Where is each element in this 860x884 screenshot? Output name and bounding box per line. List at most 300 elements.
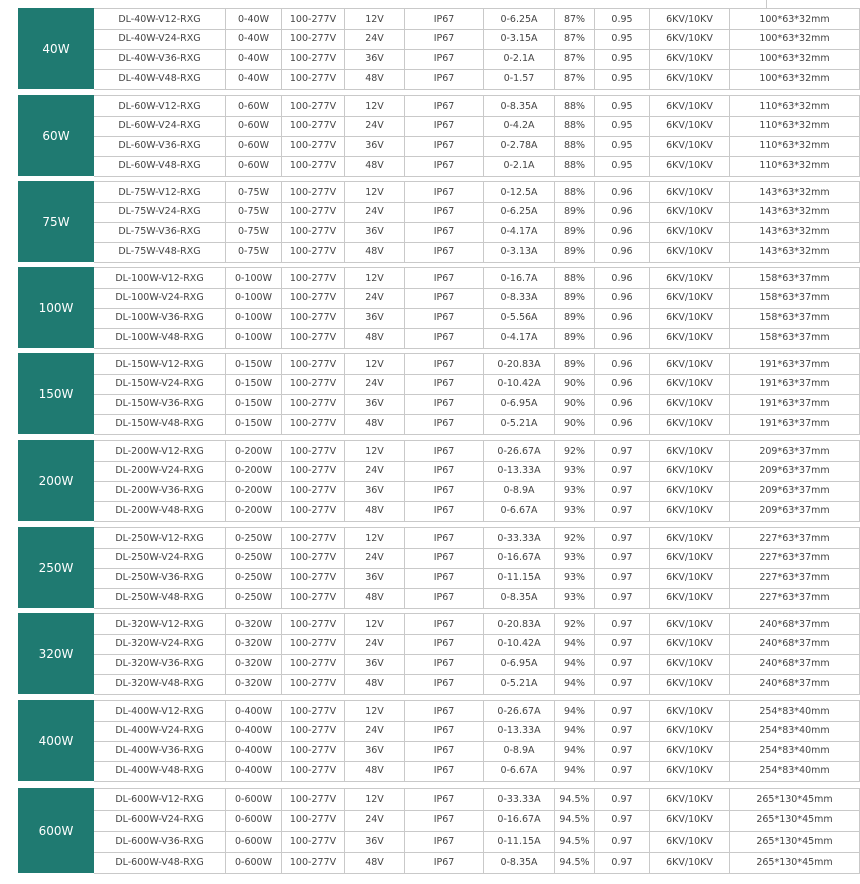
cell-dimensions: 209*63*37mm (729, 481, 860, 501)
cell-dimensions: 158*63*37mm (729, 287, 860, 307)
cell-efficiency: 94% (554, 654, 594, 674)
cell-surge-protection: 6KV/10KV (649, 328, 729, 348)
cell-efficiency: 88% (554, 156, 594, 176)
cell-model: DL-75W-V36-RXG (118, 226, 201, 238)
cell-output-current: 0-3.13A (483, 242, 554, 262)
group-label: 75W (18, 181, 94, 262)
cell-surge-protection: 6KV/10KV (649, 9, 729, 29)
cell-output-power: 0-150W (225, 394, 281, 414)
cell-input-voltage: 100-277V (281, 674, 344, 694)
cell-efficiency: 94.5% (554, 831, 594, 852)
cell-ip-rating: IP67 (404, 242, 483, 262)
cell-ip-rating: IP67 (404, 789, 483, 810)
cell-surge-protection: 6KV/10KV (649, 354, 729, 374)
cell-surge-protection: 6KV/10KV (649, 308, 729, 328)
cell-model: DL-100W-V36-RXG (115, 312, 204, 324)
cell-output-power: 0-200W (225, 501, 281, 521)
cell-efficiency: 88% (554, 268, 594, 288)
group-rows (94, 440, 860, 521)
cell-efficiency: 87% (554, 28, 594, 48)
cell-output-voltage: 12V (344, 528, 404, 548)
table-row (94, 588, 860, 609)
cell-output-voltage: 24V (344, 460, 404, 480)
cell-output-voltage: 36V (344, 568, 404, 588)
cell-output-voltage: 12V (344, 614, 404, 634)
cell-model: DL-200W-V36-RXG (115, 485, 204, 497)
cell-efficiency: 94% (554, 741, 594, 761)
cell-surge-protection: 6KV/10KV (649, 720, 729, 740)
cell-output-current: 0-4.17A (483, 328, 554, 348)
cell-surge-protection: 6KV/10KV (649, 501, 729, 521)
table-row (94, 501, 860, 522)
cell-output-current: 0-10.42A (483, 373, 554, 393)
cell-output-current: 0-5.56A (483, 308, 554, 328)
table-row (94, 674, 860, 695)
cell-dimensions: 227*63*37mm (729, 547, 860, 567)
cell-efficiency: 94.5% (554, 852, 594, 873)
cell-output-voltage: 24V (344, 809, 404, 830)
cell-output-current: 0-8.33A (483, 287, 554, 307)
cell-output-current: 0-26.67A (483, 441, 554, 461)
cell-output-power: 0-75W (225, 201, 281, 221)
cell-efficiency: 89% (554, 201, 594, 221)
table-row (94, 654, 860, 675)
cell-output-voltage: 36V (344, 394, 404, 414)
group-rows (94, 613, 860, 694)
table-row (94, 440, 860, 462)
cell-power-factor: 0.96 (594, 414, 649, 434)
cell-model: DL-400W-V12-RXG (115, 705, 204, 717)
cell-output-current: 0-20.83A (483, 614, 554, 634)
cell-dimensions: 158*63*37mm (729, 308, 860, 328)
table-row (94, 761, 860, 782)
cell-output-power: 0-100W (225, 287, 281, 307)
cell-output-power: 0-40W (225, 49, 281, 69)
cell-dimensions: 254*83*40mm (729, 761, 860, 781)
cell-output-voltage: 36V (344, 481, 404, 501)
cell-output-voltage: 12V (344, 96, 404, 116)
cell-surge-protection: 6KV/10KV (649, 441, 729, 461)
cell-output-power: 0-400W (225, 720, 281, 740)
cell-power-factor: 0.95 (594, 69, 649, 89)
cell-input-voltage: 100-277V (281, 414, 344, 434)
cell-ip-rating: IP67 (404, 268, 483, 288)
cell-input-voltage: 100-277V (281, 501, 344, 521)
group-40w (0, 8, 860, 89)
cell-output-power: 0-600W (225, 789, 281, 810)
cell-surge-protection: 6KV/10KV (649, 741, 729, 761)
cell-ip-rating: IP67 (404, 69, 483, 89)
cell-output-current: 0-33.33A (483, 789, 554, 810)
cell-surge-protection: 6KV/10KV (649, 115, 729, 135)
group-rows (94, 527, 860, 608)
cell-model: DL-250W-V36-RXG (115, 572, 204, 584)
cell-output-power: 0-600W (225, 831, 281, 852)
cell-output-power: 0-75W (225, 182, 281, 202)
cell-input-voltage: 100-277V (281, 831, 344, 852)
cell-output-current: 0-33.33A (483, 528, 554, 548)
cell-dimensions: 110*63*32mm (729, 96, 860, 116)
cell-model: DL-40W-V24-RXG (118, 32, 201, 44)
table-row (94, 49, 860, 70)
cell-model: DL-250W-V24-RXG (115, 551, 204, 563)
cell-ip-rating: IP67 (404, 9, 483, 29)
cell-input-voltage: 100-277V (281, 588, 344, 608)
cell-dimensions: 265*130*45mm (729, 831, 860, 852)
group-320w (0, 613, 860, 694)
cell-ip-rating: IP67 (404, 394, 483, 414)
cell-model: DL-600W-V48-RXG (115, 856, 204, 868)
cell-efficiency: 94% (554, 761, 594, 781)
cell-dimensions: 100*63*32mm (729, 9, 860, 29)
cell-power-factor: 0.96 (594, 201, 649, 221)
cell-output-current: 0-8.35A (483, 588, 554, 608)
cell-output-voltage: 24V (344, 720, 404, 740)
cell-surge-protection: 6KV/10KV (649, 222, 729, 242)
cell-efficiency: 94% (554, 720, 594, 740)
cell-power-factor: 0.97 (594, 761, 649, 781)
cell-power-factor: 0.97 (594, 547, 649, 567)
group-200w (0, 440, 860, 521)
cell-output-current: 0-2.1A (483, 156, 554, 176)
cell-input-voltage: 100-277V (281, 287, 344, 307)
cell-power-factor: 0.97 (594, 654, 649, 674)
cell-dimensions: 100*63*32mm (729, 69, 860, 89)
table-row (94, 460, 860, 481)
group-400w (0, 700, 860, 781)
cell-output-voltage: 36V (344, 741, 404, 761)
cell-output-power: 0-400W (225, 701, 281, 721)
cell-output-power: 0-150W (225, 414, 281, 434)
cell-output-voltage: 24V (344, 28, 404, 48)
table-top-edge (18, 0, 767, 8)
cell-model: DL-100W-V24-RXG (115, 291, 204, 303)
cell-input-voltage: 100-277V (281, 308, 344, 328)
cell-dimensions: 240*68*37mm (729, 654, 860, 674)
cell-output-current: 0-13.33A (483, 720, 554, 740)
cell-ip-rating: IP67 (404, 481, 483, 501)
cell-dimensions: 191*63*37mm (729, 373, 860, 393)
cell-output-current: 0-1.57 (483, 69, 554, 89)
cell-dimensions: 227*63*37mm (729, 568, 860, 588)
group-rows (94, 353, 860, 434)
table-row (94, 547, 860, 568)
cell-power-factor: 0.96 (594, 308, 649, 328)
cell-efficiency: 92% (554, 441, 594, 461)
table-row (94, 481, 860, 502)
cell-power-factor: 0.96 (594, 287, 649, 307)
table-row (94, 308, 860, 329)
cell-output-current: 0-5.21A (483, 674, 554, 694)
group-100w (0, 267, 860, 348)
cell-input-voltage: 100-277V (281, 28, 344, 48)
cell-surge-protection: 6KV/10KV (649, 761, 729, 781)
cell-model: DL-320W-V24-RXG (115, 637, 204, 649)
cell-output-voltage: 48V (344, 328, 404, 348)
cell-power-factor: 0.97 (594, 441, 649, 461)
group-label: 400W (18, 700, 94, 781)
cell-power-factor: 0.97 (594, 501, 649, 521)
cell-output-current: 0-4.2A (483, 115, 554, 135)
cell-output-voltage: 36V (344, 831, 404, 852)
table-row (94, 852, 860, 874)
table-row (94, 156, 860, 177)
cell-input-voltage: 100-277V (281, 182, 344, 202)
cell-output-power: 0-320W (225, 633, 281, 653)
cell-efficiency: 94.5% (554, 809, 594, 830)
cell-ip-rating: IP67 (404, 741, 483, 761)
group-label: 600W (18, 788, 94, 873)
cell-power-factor: 0.97 (594, 831, 649, 852)
cell-surge-protection: 6KV/10KV (649, 268, 729, 288)
cell-model: DL-400W-V48-RXG (115, 765, 204, 777)
cell-ip-rating: IP67 (404, 654, 483, 674)
cell-output-voltage: 36V (344, 308, 404, 328)
cell-ip-rating: IP67 (404, 373, 483, 393)
cell-efficiency: 88% (554, 136, 594, 156)
cell-output-current: 0-3.15A (483, 28, 554, 48)
cell-efficiency: 93% (554, 481, 594, 501)
cell-ip-rating: IP67 (404, 852, 483, 873)
table-row (94, 242, 860, 263)
cell-output-power: 0-150W (225, 354, 281, 374)
cell-output-power: 0-400W (225, 761, 281, 781)
cell-dimensions: 240*68*37mm (729, 614, 860, 634)
cell-output-current: 0-6.95A (483, 394, 554, 414)
cell-input-voltage: 100-277V (281, 852, 344, 873)
group-rows (94, 788, 860, 873)
group-75w (0, 181, 860, 262)
cell-model: DL-600W-V36-RXG (115, 835, 204, 847)
cell-input-voltage: 100-277V (281, 394, 344, 414)
cell-power-factor: 0.97 (594, 809, 649, 830)
cell-output-current: 0-16.67A (483, 809, 554, 830)
cell-surge-protection: 6KV/10KV (649, 654, 729, 674)
cell-output-voltage: 12V (344, 182, 404, 202)
cell-output-current: 0-13.33A (483, 460, 554, 480)
cell-output-power: 0-320W (225, 654, 281, 674)
cell-output-voltage: 12V (344, 9, 404, 29)
table-row (94, 95, 860, 117)
cell-input-voltage: 100-277V (281, 701, 344, 721)
cell-output-voltage: 24V (344, 287, 404, 307)
cell-surge-protection: 6KV/10KV (649, 136, 729, 156)
cell-output-power: 0-200W (225, 460, 281, 480)
cell-surge-protection: 6KV/10KV (649, 481, 729, 501)
cell-dimensions: 100*63*32mm (729, 49, 860, 69)
cell-input-voltage: 100-277V (281, 96, 344, 116)
cell-output-power: 0-250W (225, 588, 281, 608)
cell-input-voltage: 100-277V (281, 156, 344, 176)
cell-output-voltage: 48V (344, 674, 404, 694)
cell-input-voltage: 100-277V (281, 481, 344, 501)
cell-input-voltage: 100-277V (281, 136, 344, 156)
cell-output-voltage: 12V (344, 441, 404, 461)
cell-model: DL-320W-V48-RXG (115, 678, 204, 690)
cell-surge-protection: 6KV/10KV (649, 809, 729, 830)
cell-power-factor: 0.95 (594, 9, 649, 29)
cell-dimensions: 254*83*40mm (729, 741, 860, 761)
table-row (94, 788, 860, 811)
cell-surge-protection: 6KV/10KV (649, 394, 729, 414)
cell-input-voltage: 100-277V (281, 741, 344, 761)
cell-dimensions: 265*130*45mm (729, 809, 860, 830)
cell-output-voltage: 36V (344, 136, 404, 156)
group-rows (94, 95, 860, 176)
cell-output-voltage: 48V (344, 501, 404, 521)
cell-ip-rating: IP67 (404, 831, 483, 852)
cell-surge-protection: 6KV/10KV (649, 460, 729, 480)
cell-model: DL-200W-V12-RXG (115, 445, 204, 457)
cell-surge-protection: 6KV/10KV (649, 588, 729, 608)
cell-dimensions: 143*63*32mm (729, 242, 860, 262)
cell-model: DL-60W-V24-RXG (118, 119, 201, 131)
cell-output-power: 0-250W (225, 547, 281, 567)
cell-efficiency: 94% (554, 633, 594, 653)
cell-power-factor: 0.97 (594, 789, 649, 810)
cell-efficiency: 94.5% (554, 789, 594, 810)
cell-surge-protection: 6KV/10KV (649, 96, 729, 116)
cell-input-voltage: 100-277V (281, 328, 344, 348)
cell-output-current: 0-16.67A (483, 547, 554, 567)
cell-ip-rating: IP67 (404, 528, 483, 548)
cell-model: DL-400W-V36-RXG (115, 745, 204, 757)
cell-efficiency: 93% (554, 568, 594, 588)
cell-surge-protection: 6KV/10KV (649, 789, 729, 810)
cell-surge-protection: 6KV/10KV (649, 568, 729, 588)
cell-model: DL-600W-V12-RXG (115, 794, 204, 806)
cell-output-voltage: 36V (344, 654, 404, 674)
cell-ip-rating: IP67 (404, 201, 483, 221)
cell-output-current: 0-2.78A (483, 136, 554, 156)
table-row (94, 700, 860, 722)
cell-power-factor: 0.95 (594, 115, 649, 135)
cell-output-power: 0-250W (225, 528, 281, 548)
cell-surge-protection: 6KV/10KV (649, 547, 729, 567)
cell-surge-protection: 6KV/10KV (649, 633, 729, 653)
cell-power-factor: 0.97 (594, 741, 649, 761)
cell-power-factor: 0.96 (594, 242, 649, 262)
cell-power-factor: 0.96 (594, 182, 649, 202)
cell-ip-rating: IP67 (404, 328, 483, 348)
table-row (94, 527, 860, 549)
cell-model: DL-150W-V48-RXG (115, 418, 204, 430)
cell-dimensions: 100*63*32mm (729, 28, 860, 48)
cell-dimensions: 209*63*37mm (729, 460, 860, 480)
group-label: 40W (18, 8, 94, 89)
cell-efficiency: 90% (554, 373, 594, 393)
cell-output-power: 0-600W (225, 852, 281, 873)
cell-model: DL-100W-V12-RXG (115, 272, 204, 284)
cell-output-voltage: 24V (344, 201, 404, 221)
cell-ip-rating: IP67 (404, 414, 483, 434)
cell-dimensions: 191*63*37mm (729, 394, 860, 414)
cell-output-voltage: 12V (344, 789, 404, 810)
cell-dimensions: 265*130*45mm (729, 852, 860, 873)
cell-ip-rating: IP67 (404, 701, 483, 721)
cell-surge-protection: 6KV/10KV (649, 528, 729, 548)
cell-efficiency: 94% (554, 701, 594, 721)
table-row (94, 287, 860, 308)
cell-ip-rating: IP67 (404, 614, 483, 634)
group-label: 320W (18, 613, 94, 694)
cell-ip-rating: IP67 (404, 441, 483, 461)
cell-dimensions: 110*63*32mm (729, 136, 860, 156)
cell-output-power: 0-75W (225, 222, 281, 242)
cell-output-power: 0-100W (225, 268, 281, 288)
table-row (94, 28, 860, 49)
cell-input-voltage: 100-277V (281, 460, 344, 480)
cell-model: DL-60W-V36-RXG (118, 140, 201, 152)
group-150w (0, 353, 860, 434)
cell-surge-protection: 6KV/10KV (649, 287, 729, 307)
cell-input-voltage: 100-277V (281, 568, 344, 588)
cell-output-current: 0-6.67A (483, 501, 554, 521)
table-row (94, 267, 860, 289)
group-rows (94, 181, 860, 262)
cell-efficiency: 93% (554, 588, 594, 608)
cell-output-voltage: 48V (344, 242, 404, 262)
cell-output-voltage: 48V (344, 69, 404, 89)
cell-output-current: 0-5.21A (483, 414, 554, 434)
cell-input-voltage: 100-277V (281, 9, 344, 29)
cell-efficiency: 92% (554, 528, 594, 548)
cell-power-factor: 0.97 (594, 568, 649, 588)
cell-output-power: 0-60W (225, 96, 281, 116)
cell-output-current: 0-2.1A (483, 49, 554, 69)
cell-output-current: 0-26.67A (483, 701, 554, 721)
cell-dimensions: 265*130*45mm (729, 789, 860, 810)
cell-output-voltage: 36V (344, 222, 404, 242)
cell-efficiency: 89% (554, 328, 594, 348)
cell-output-voltage: 12V (344, 701, 404, 721)
cell-surge-protection: 6KV/10KV (649, 242, 729, 262)
cell-input-voltage: 100-277V (281, 115, 344, 135)
cell-output-current: 0-16.7A (483, 268, 554, 288)
cell-power-factor: 0.97 (594, 633, 649, 653)
cell-dimensions: 191*63*37mm (729, 354, 860, 374)
cell-ip-rating: IP67 (404, 28, 483, 48)
cell-output-voltage: 48V (344, 761, 404, 781)
cell-model: DL-60W-V12-RXG (118, 100, 201, 112)
cell-dimensions: 143*63*32mm (729, 222, 860, 242)
cell-power-factor: 0.95 (594, 136, 649, 156)
cell-efficiency: 92% (554, 614, 594, 634)
cell-model: DL-250W-V48-RXG (115, 592, 204, 604)
cell-power-factor: 0.97 (594, 852, 649, 873)
cell-power-factor: 0.96 (594, 328, 649, 348)
cell-output-power: 0-75W (225, 242, 281, 262)
group-label: 100W (18, 267, 94, 348)
cell-input-voltage: 100-277V (281, 547, 344, 567)
cell-ip-rating: IP67 (404, 809, 483, 830)
cell-efficiency: 89% (554, 354, 594, 374)
table-row (94, 633, 860, 654)
cell-surge-protection: 6KV/10KV (649, 674, 729, 694)
cell-power-factor: 0.97 (594, 701, 649, 721)
cell-output-power: 0-40W (225, 9, 281, 29)
cell-output-current: 0-10.42A (483, 633, 554, 653)
cell-input-voltage: 100-277V (281, 614, 344, 634)
cell-input-voltage: 100-277V (281, 528, 344, 548)
cell-surge-protection: 6KV/10KV (649, 414, 729, 434)
cell-output-current: 0-20.83A (483, 354, 554, 374)
cell-output-current: 0-8.9A (483, 481, 554, 501)
table-row (94, 136, 860, 157)
cell-ip-rating: IP67 (404, 308, 483, 328)
cell-output-current: 0-11.15A (483, 568, 554, 588)
cell-efficiency: 94% (554, 674, 594, 694)
